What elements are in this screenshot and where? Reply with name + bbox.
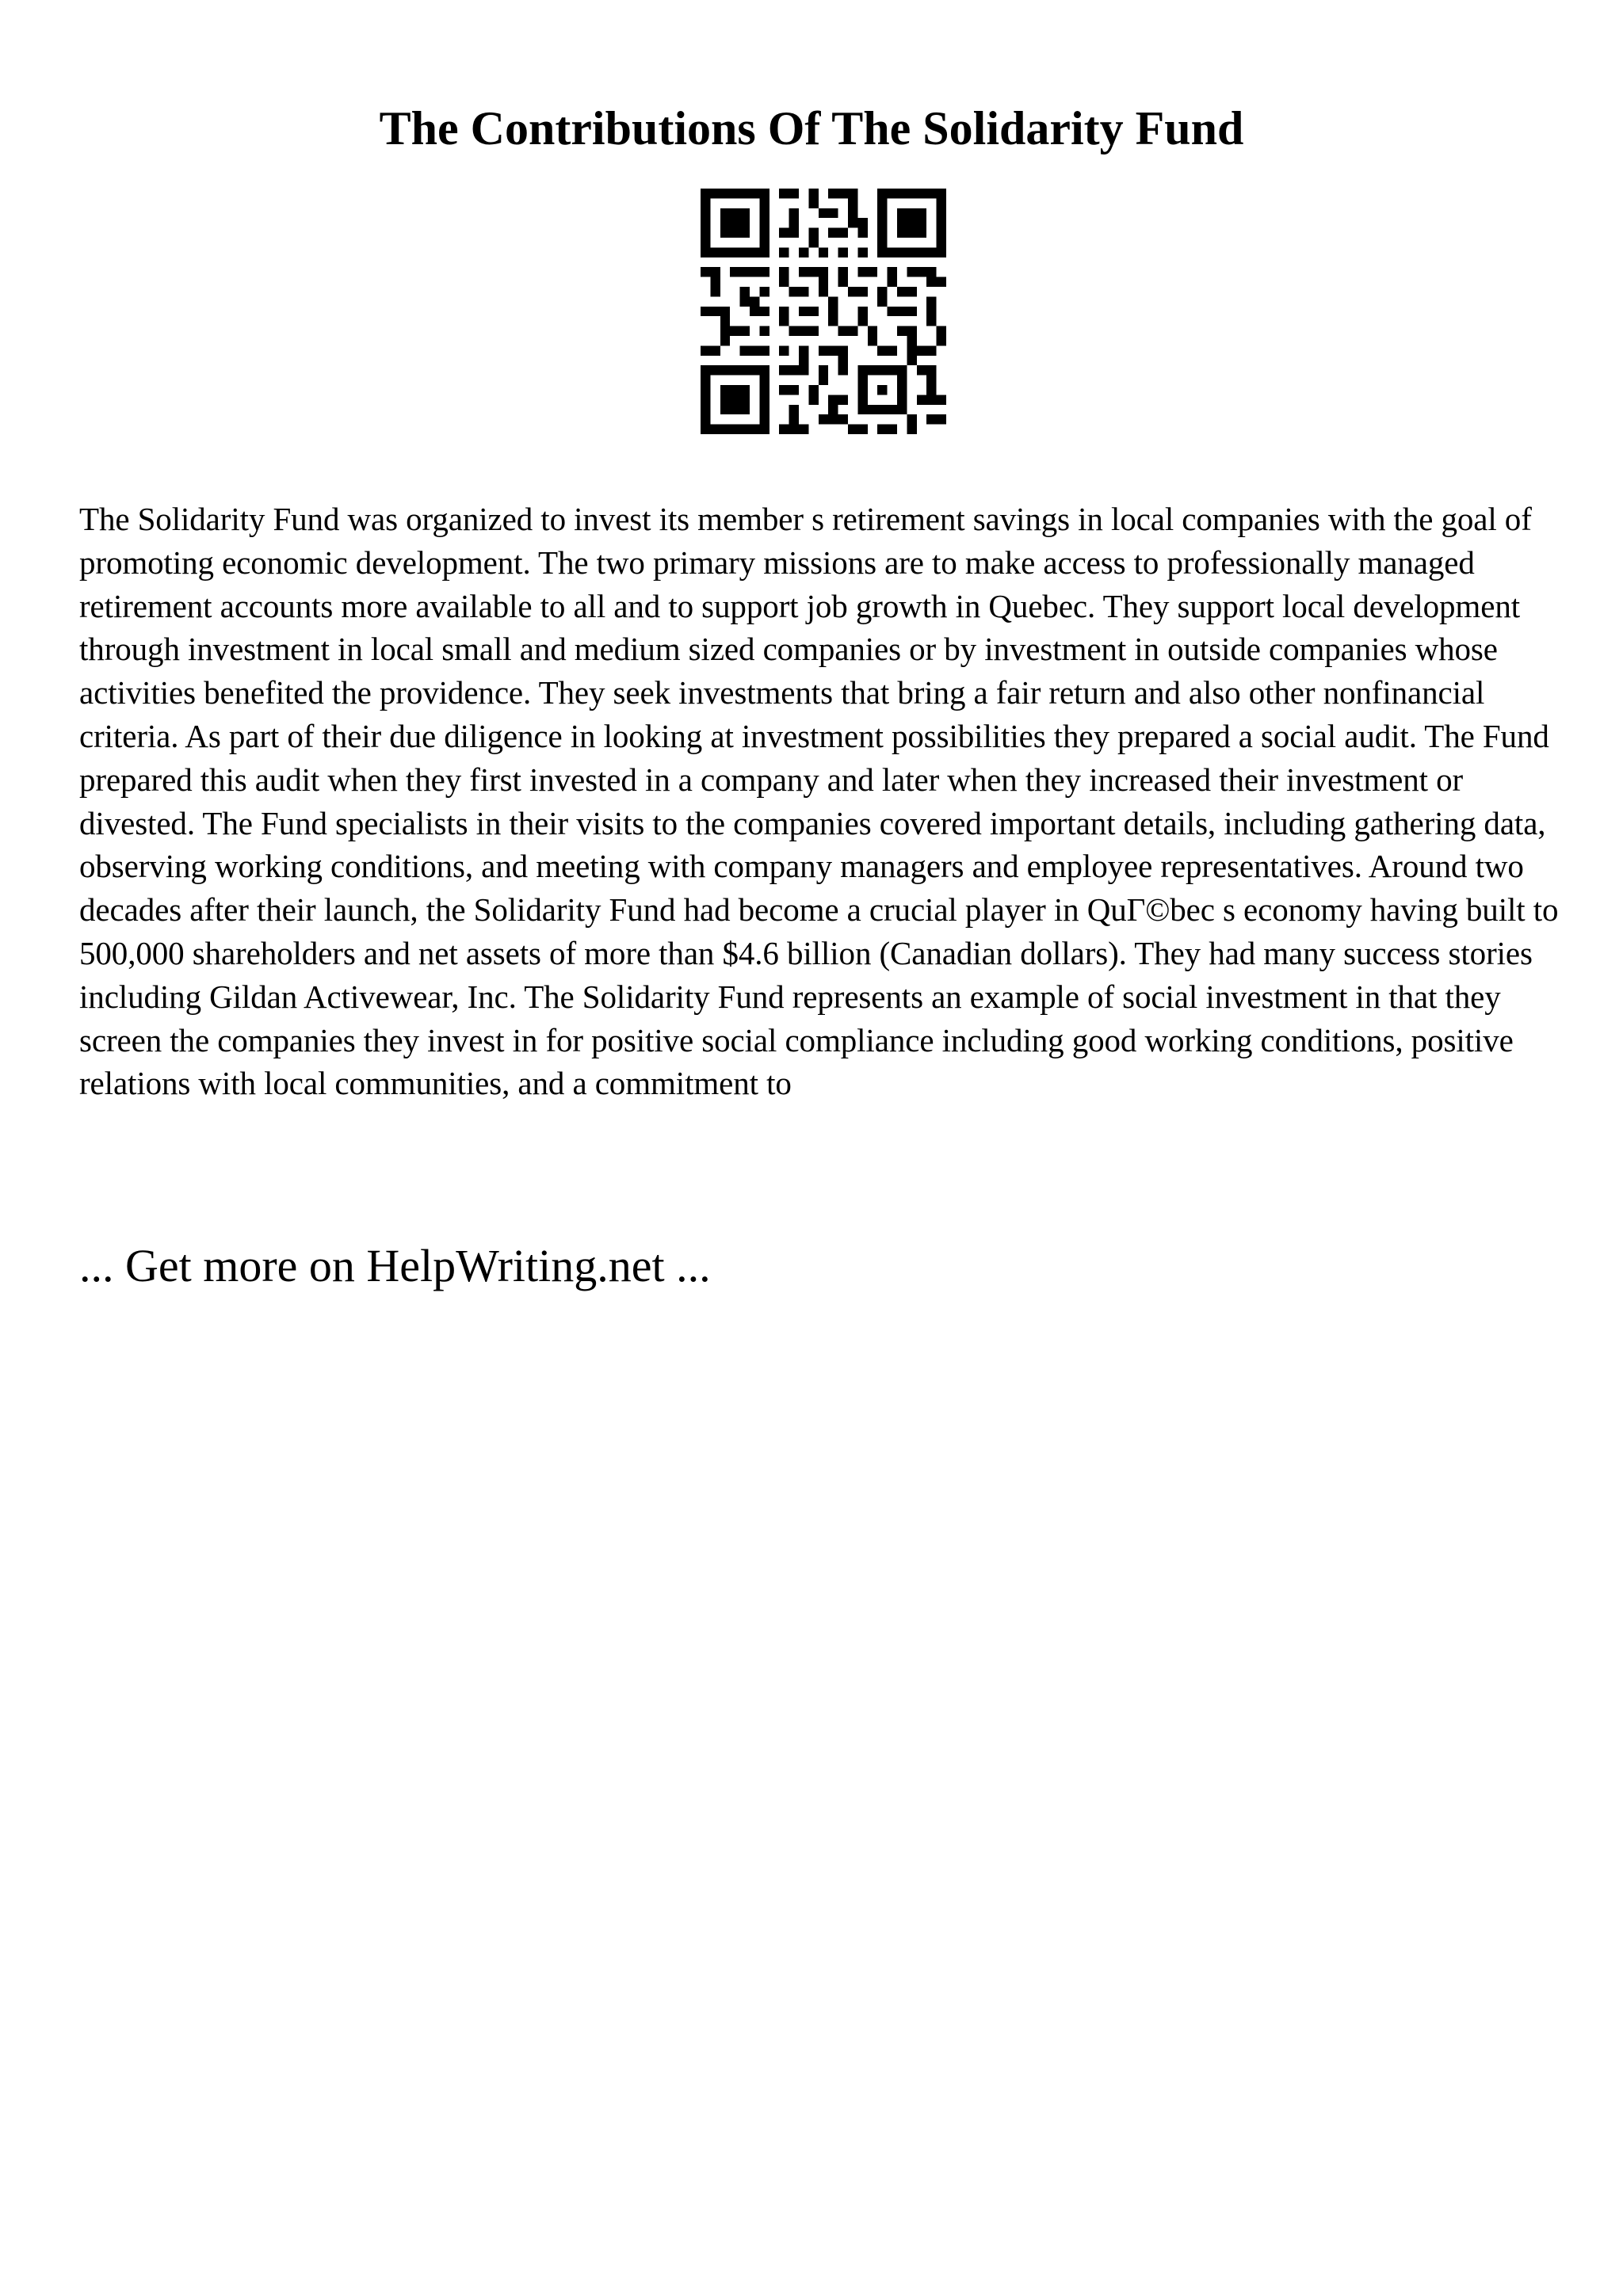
qr-code-icon	[701, 189, 946, 434]
document-body-paragraph: The Solidarity Fund was organized to invest its member s retirement savings in local companies with the goal of promoting economic development. The two primary missions are to make access to professionally managed retirement accounts more available to all and to support job growth in Quebec. They support local development through investment in local small and medium sized companies or by investment in outside companies whose activities benefited the providence. They seek investments that bring a fair return and also other nonfinancial criteria. As part of their due diligence in looking at investment possibilities they prepared a social audit. The Fund prepared this audit when they first invested in a company and later when they increased their investment or divested. The Fund specialists in their visits to the companies covered important details, including gathering data, observing working conditions, and meeting with company managers and employee representatives. Around two decades after their launch, the Solidarity Fund had become a crucial player in QuГ©bec s economy having built to 500,000 shareholders and net assets of more than $4.6 billion (Canadian dollars). They had many success stories including Gildan Activewear, Inc. The Solidarity Fund represents an example of social investment in that they screen the companies they invest in for positive social compliance including good working conditions, positive relations with local communities, and a commitment to	[79, 501, 1559, 1102]
qr-code-image	[701, 189, 946, 434]
get-more-link[interactable]: ... Get more on HelpWriting.net ...	[79, 1240, 711, 1291]
document-title: The Contributions Of The Solidarity Fund	[379, 102, 1244, 154]
